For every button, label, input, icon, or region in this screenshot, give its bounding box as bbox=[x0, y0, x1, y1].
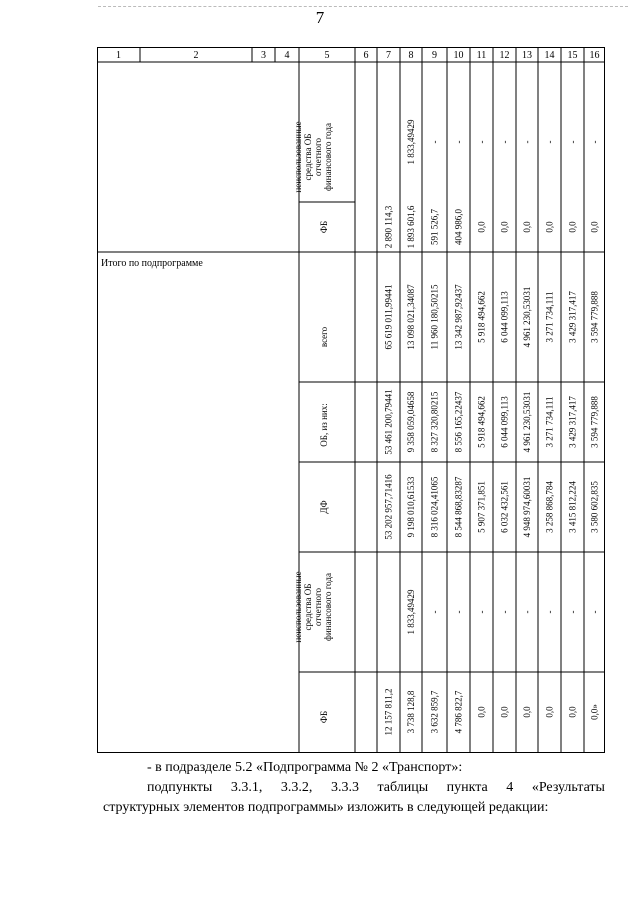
svg-text:средства ОБ: средства ОБ bbox=[303, 133, 313, 181]
header-ob-including: ОБ, из них: bbox=[319, 403, 329, 447]
lower-total-value: 4 961 230,53031 bbox=[522, 286, 532, 348]
footer-line-3: структурных элементов подпрограммы» изложить в следующей редакции: bbox=[103, 800, 549, 815]
lower-ob-value: 8 327 320,80215 bbox=[429, 391, 440, 453]
lower-fb-value: 0,0 bbox=[499, 706, 510, 718]
svg-text:финансового года: финансового года bbox=[323, 123, 333, 191]
lower-ob-value: 6 044 099,113 bbox=[499, 396, 510, 448]
upper-unused-value: - bbox=[544, 140, 555, 144]
lower-ob-value: 9 358 059,04658 bbox=[406, 391, 416, 453]
lower-df-value: 4 948 974,60031 bbox=[522, 476, 532, 538]
column-number: 15 bbox=[567, 50, 578, 61]
page-number: 7 bbox=[315, 8, 325, 27]
footer-word: 3.3.2, bbox=[280, 780, 313, 795]
header-fb-lower: ФБ bbox=[319, 710, 329, 724]
lower-unused-value: - bbox=[589, 610, 600, 614]
svg-text:неиспользованные: неиспользованные bbox=[293, 571, 303, 643]
column-number: 5 bbox=[324, 50, 330, 61]
lower-fb-value: 12 157 811,2 bbox=[383, 688, 394, 736]
footer-word: «Результаты bbox=[531, 780, 605, 795]
lower-ob-value: 8 556 165,22437 bbox=[453, 391, 464, 453]
upper-fb-value: 1 893 601,6 bbox=[406, 205, 416, 249]
column-number: 9 bbox=[432, 50, 437, 61]
upper-unused-value: - bbox=[476, 140, 487, 144]
lower-ob-value: 53 461 200,79441 bbox=[383, 389, 394, 455]
upper-fb-value: 0,0 bbox=[499, 221, 510, 233]
upper-unused-value: 1 833,49429 bbox=[406, 119, 416, 165]
lower-total-value: 11 960 180,50215 bbox=[429, 284, 440, 350]
upper-fb-value: 0,0 bbox=[567, 221, 578, 233]
lower-total-value: 65 619 011,99441 bbox=[383, 284, 394, 350]
lower-fb-value: 0,0» bbox=[589, 704, 600, 720]
column-number: 7 bbox=[386, 50, 391, 61]
table-grid bbox=[97, 47, 605, 753]
lower-unused-value: - bbox=[429, 610, 440, 614]
lower-unused-value: - bbox=[499, 610, 510, 614]
lower-df-value: 3 415 812,224 bbox=[567, 481, 578, 533]
lower-unused-value: - bbox=[453, 610, 464, 614]
lower-ob-value: 3 271 734,111 bbox=[544, 396, 555, 448]
column-number: 12 bbox=[499, 50, 510, 61]
column-number: 1 bbox=[116, 50, 121, 61]
lower-fb-value: 0,0 bbox=[476, 706, 487, 718]
upper-fb-value: 0,0 bbox=[544, 221, 555, 233]
header-unused-funds bbox=[293, 121, 333, 192]
lower-df-value: 53 202 957,71416 bbox=[383, 474, 394, 540]
upper-unused-value: - bbox=[567, 140, 578, 144]
lower-df-value: 5 907 371,851 bbox=[476, 481, 487, 533]
lower-df-value: 8 544 868,83287 bbox=[453, 476, 464, 538]
svg-text:финансового года: финансового года bbox=[323, 573, 333, 641]
column-number: 14 bbox=[544, 50, 555, 61]
lower-df-value: 6 032 432,561 bbox=[499, 481, 510, 533]
upper-fb-value: 404 986,0 bbox=[453, 209, 464, 245]
footer-word: 3.3.1, bbox=[230, 780, 263, 795]
svg-text:неиспользованные: неиспользованные bbox=[293, 121, 303, 193]
upper-fb-value: 2 890 114,3 bbox=[383, 205, 394, 249]
lower-fb-value: 3 738 128,8 bbox=[406, 690, 416, 734]
lower-unused-value: - bbox=[522, 610, 532, 614]
lower-ob-value: 3 594 779,888 bbox=[589, 396, 600, 448]
footer-word: подпункты bbox=[147, 780, 213, 795]
lower-unused-value: - bbox=[476, 610, 487, 614]
svg-text:отчетного: отчетного bbox=[313, 587, 323, 627]
lower-df-value: 3 258 868,784 bbox=[544, 481, 555, 533]
lower-ob-value: 5 918 494,662 bbox=[476, 396, 487, 448]
header-fb: ФБ bbox=[319, 220, 329, 234]
lower-unused-value: - bbox=[544, 610, 555, 614]
footer-word: 3.3.3 bbox=[330, 780, 359, 795]
lower-fb-value: 0,0 bbox=[522, 706, 532, 718]
svg-text:отчетного: отчетного bbox=[313, 137, 323, 177]
lower-total-value: 13 098 021,34087 bbox=[406, 284, 416, 350]
footer-line-1: - в подразделе 5.2 «Подпрограмма № 2 «Транспорт»: bbox=[147, 760, 463, 775]
upper-fb-value: 591 526,7 bbox=[429, 209, 440, 245]
column-number: 8 bbox=[408, 50, 414, 61]
column-number: 3 bbox=[261, 50, 266, 61]
lower-ob-value: 3 429 317,417 bbox=[567, 396, 578, 448]
lower-total-value: 13 342 987,92437 bbox=[453, 284, 464, 350]
header-df: ДФ bbox=[319, 500, 329, 514]
footer-word: 4 bbox=[506, 780, 514, 795]
column-number: 4 bbox=[284, 50, 290, 61]
subprogram-totals-table bbox=[97, 47, 605, 753]
section-label: Итого по подпрограмме bbox=[101, 258, 203, 269]
lower-df-value: 3 580 602,835 bbox=[589, 481, 600, 533]
lower-fb-value: 3 632 859,7 bbox=[429, 690, 440, 734]
upper-unused-value: - bbox=[522, 140, 532, 144]
lower-fb-value: 0,0 bbox=[544, 706, 555, 718]
lower-total-value: 3 594 779,888 bbox=[589, 291, 600, 343]
lower-ob-value: 4 961 230,53031 bbox=[522, 391, 532, 453]
lower-total-value: 3 429 317,417 bbox=[567, 291, 578, 343]
column-number: 2 bbox=[193, 50, 199, 61]
upper-unused-value: - bbox=[429, 140, 440, 144]
column-number: 10 bbox=[453, 50, 464, 61]
upper-fb-value: 0,0 bbox=[522, 221, 532, 233]
scan-artifact-line bbox=[98, 6, 628, 7]
svg-text:средства ОБ: средства ОБ bbox=[303, 583, 313, 631]
lower-fb-value: 0,0 bbox=[567, 706, 578, 718]
upper-fb-value: 0,0 bbox=[589, 221, 600, 233]
lower-df-value: 9 198 010,61533 bbox=[406, 476, 416, 538]
lower-total-value: 6 044 099,113 bbox=[499, 291, 510, 343]
lower-unused-value: - bbox=[567, 610, 578, 614]
lower-df-value: 8 316 024,41065 bbox=[429, 476, 440, 538]
column-number: 6 bbox=[363, 50, 369, 61]
lower-total-value: 5 918 494,662 bbox=[476, 291, 487, 343]
upper-fb-value: 0,0 bbox=[476, 221, 487, 233]
footer-line-2 bbox=[147, 778, 605, 798]
column-number: 16 bbox=[589, 50, 600, 61]
footer-word: таблицы bbox=[377, 780, 429, 795]
lower-fb-value: 4 786 822,7 bbox=[453, 690, 464, 734]
upper-unused-value: - bbox=[589, 140, 600, 144]
footer-word: пункта bbox=[446, 780, 488, 795]
lower-unused-value: 1 833,49429 bbox=[406, 589, 416, 635]
upper-unused-value: - bbox=[453, 140, 464, 144]
column-number: 11 bbox=[476, 50, 487, 61]
column-number: 13 bbox=[522, 50, 532, 61]
header-unused-funds-lower bbox=[293, 571, 333, 642]
upper-unused-value: - bbox=[499, 140, 510, 144]
header-total: всего bbox=[319, 326, 329, 348]
lower-total-value: 3 271 734,111 bbox=[544, 291, 555, 343]
